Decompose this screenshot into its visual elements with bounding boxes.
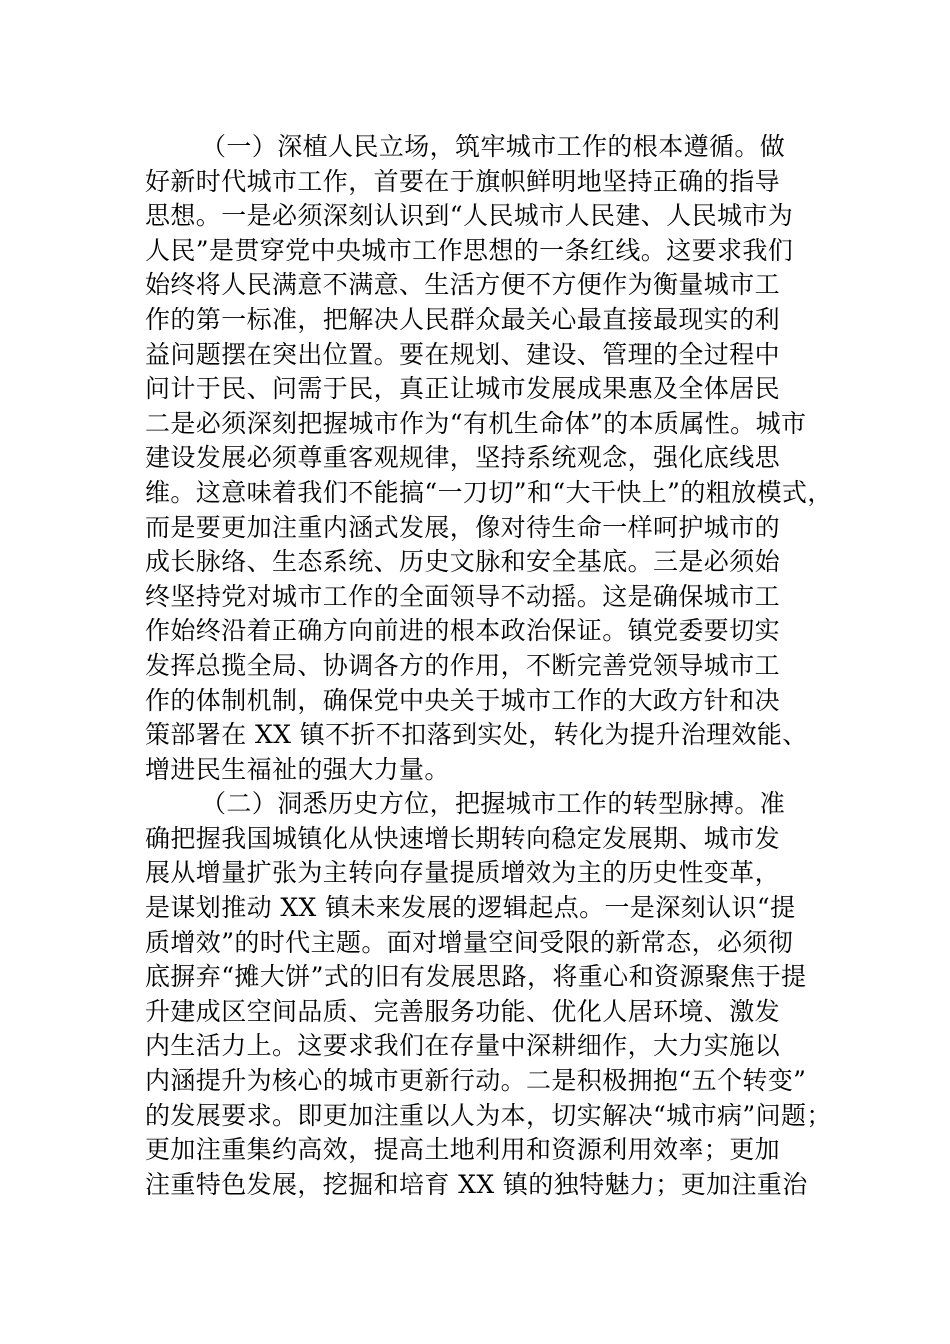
paragraph-2-line-11: 更加注重集约高效，提高土地利用和资源利用效率；更加 — [145, 1135, 781, 1165]
paragraph-1-line-6: 作的第一标准，把解决人民群众最关心最直接最现实的利 — [145, 304, 781, 334]
paragraph-1-line-5: 始终将人民满意不满意、生活方便不方便作为衡量城市工 — [145, 270, 781, 300]
paragraph-2-line-7: 升建成区空间品质、完善服务功能、优化人居环境、激发 — [145, 996, 781, 1026]
paragraph-1-line-10: 建设发展必须尊重客观规律，坚持系统观念，强化底线思 — [145, 443, 781, 473]
paragraph-2-line-5: 质增效”的时代主题。面对增量空间受限的新常态，必须彻 — [145, 927, 794, 957]
paragraph-1-line-14: 终坚持党对城市工作的全面领导不动摇。这是确保城市工 — [145, 581, 781, 611]
paragraph-2-line-6: 底摒弃“摊大饼”式的旧有发展思路，将重心和资源聚焦于提 — [145, 962, 807, 992]
paragraph-1-line-2: 好新时代城市工作，首要在于旗帜鲜明地坚持正确的指导 — [145, 166, 781, 196]
paragraph-2-line-2: 确把握我国城镇化从快速增长期转向稳定发展期、城市发 — [145, 823, 781, 853]
paragraph-1-line-18: 策部署在 XX 镇不折不扣落到实处，转化为提升治理效能、 — [145, 720, 808, 750]
body-text — [145, 130, 845, 1202]
paragraph-1-line-8: 问计于民、问需于民，真正让城市发展成果惠及全体居民 — [145, 374, 781, 404]
paragraph-2-line-3: 展从增量扩张为主转向存量提质增效为主的历史性变革， — [145, 858, 781, 888]
paragraph-1-line-7: 益问题摆在突出位置。要在规划、建设、管理的全过程中 — [145, 339, 781, 369]
paragraph-1-line-4: 人民”是贯穿党中央城市工作思想的一条红线。这要求我们 — [145, 235, 794, 265]
paragraph-1-line-19: 增进民生福祉的强大力量。 — [145, 754, 450, 784]
paragraph-1-line-9: 二是必须深刻把握城市作为“有机生命体”的本质属性。城市 — [145, 408, 807, 438]
paragraph-2-line-9: 内涵提升为核心的城市更新行动。二是积极拥抱“五个转变” — [145, 1066, 807, 1096]
paragraph-2-line-1: （二）洞悉历史方位，把握城市工作的转型脉搏。准 — [201, 789, 786, 819]
paragraph-1-line-12: 而是要更加注重内涵式发展，像对待生命一样呵护城市的 — [145, 512, 781, 542]
paragraph-1-line-15: 作始终沿着正确方向前进的根本政治保证。镇党委要切实 — [145, 616, 781, 646]
paragraph-1-line-1: （一）深植人民立场，筑牢城市工作的根本遵循。做 — [201, 132, 786, 161]
paragraph-1-line-13: 成长脉络、生态系统、历史文脉和安全基底。三是必须始 — [145, 547, 781, 577]
paragraph-2-line-4: 是谋划推动 XX 镇未来发展的逻辑起点。一是深刻认识“提 — [145, 893, 796, 923]
paragraph-1-line-3: 思想。一是必须深刻认识到“人民城市人民建、人民城市为 — [145, 201, 794, 231]
paragraph-1-line-17: 作的体制机制，确保党中央关于城市工作的大政方针和决 — [145, 685, 781, 715]
paragraph-2-line-12: 注重特色发展，挖掘和培育 XX 镇的独特魅力；更加注重治 — [145, 1169, 808, 1199]
paragraph-1-line-16: 发挥总揽全局、协调各方的作用，不断完善党领导城市工 — [145, 650, 781, 680]
paragraph-2-line-10: 的发展要求。即更加注重以人为本，切实解决“城市病”问题； — [145, 1100, 832, 1130]
paragraph-1-line-11: 维。这意味着我们不能搞“一刀切”和“大干快上”的粗放模式， — [145, 477, 833, 507]
paragraph-2-line-8: 内生活力上。这要求我们在存量中深耕细作，大力实施以 — [145, 1031, 781, 1061]
